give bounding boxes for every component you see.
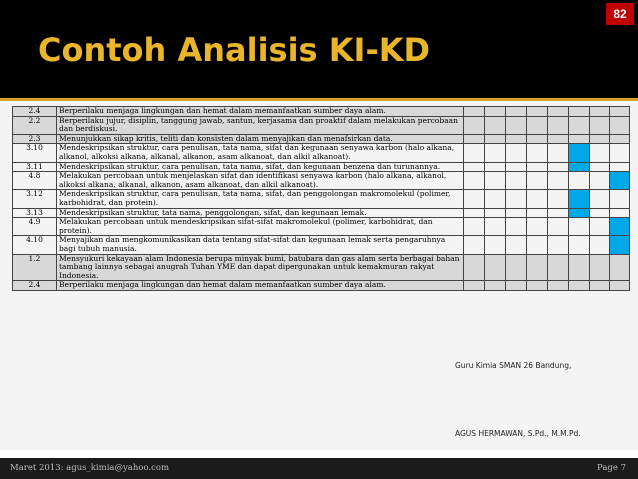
analysis-cell: [610, 172, 630, 190]
analysis-cell: [569, 144, 590, 162]
analysis-cell: [527, 208, 548, 218]
analysis-cell: [506, 172, 527, 190]
analysis-cell: [506, 134, 527, 144]
kd-code: 3.13: [13, 208, 57, 218]
analysis-cell: [485, 107, 506, 117]
analysis-cell: [506, 254, 527, 281]
analysis-cell: [464, 218, 485, 236]
kd-description: Menyajikan dan mengkomunikasikan data tentang sifat-sifat dan kegunaan lemak serta pengaruhnya bagi tubuh manusia.: [57, 236, 464, 254]
analysis-cell: [590, 236, 610, 254]
analysis-cell: [464, 208, 485, 218]
kd-code: 4.8: [13, 172, 57, 190]
analysis-cell: [464, 254, 485, 281]
kd-description: Mendeskripsikan struktur, cara penulisan, tata nama, sifat, dan penggolongan makromolekul (polimer, karbohidrat, dan protein).: [57, 190, 464, 208]
analysis-cell: [610, 218, 630, 236]
kd-description: Menunjukkan sikap kritis, teliti dan konsisten dalam menyajikan dan menafsirkan data.: [57, 134, 464, 144]
kikd-row: [13, 134, 630, 144]
slide-number-badge: 82: [606, 3, 634, 25]
analysis-cell: [590, 172, 610, 190]
analysis-cell: [485, 236, 506, 254]
analysis-cell: [464, 190, 485, 208]
analysis-cell: [610, 144, 630, 162]
kikd-analysis-table: [12, 106, 630, 291]
analysis-cell: [569, 107, 590, 117]
analysis-cell: [506, 208, 527, 218]
analysis-cell: [548, 218, 569, 236]
analysis-cell: [464, 134, 485, 144]
analysis-cell: [527, 236, 548, 254]
analysis-cell: [569, 281, 590, 291]
kd-description: Berperilaku menjaga lingkungan dan hemat dalam memanfaatkan sumber daya alam.: [57, 107, 464, 117]
kd-description: Melakukan percobaan untuk menjelaskan sifat dan identifikasi senyawa karbon (halo alkana, alkanol, alkoksi alkana, alkanal, alkanon, asam alkanoat, dan alkil alkanoat).: [57, 172, 464, 190]
analysis-cell: [590, 218, 610, 236]
kikd-row: [13, 236, 630, 254]
analysis-cell: [485, 116, 506, 134]
slide-footer: [0, 458, 638, 479]
analysis-cell: [485, 208, 506, 218]
analysis-cell: [527, 218, 548, 236]
kd-description: Berperilaku menjaga lingkungan dan hemat dalam memanfaatkan sumber daya alam.: [57, 281, 464, 291]
kikd-row: [13, 107, 630, 117]
analysis-cell: [569, 236, 590, 254]
kd-description: Melakukan percobaan untuk mendeskripsikan sifat-sifat makromolekul (polimer, karbohidrat, dan protein).: [57, 218, 464, 236]
analysis-cell: [506, 190, 527, 208]
analysis-cell: [506, 236, 527, 254]
analysis-cell: [506, 144, 527, 162]
kikd-row: [13, 162, 630, 172]
analysis-cell: [610, 281, 630, 291]
analysis-cell: [548, 162, 569, 172]
analysis-cell: [527, 172, 548, 190]
analysis-cell: [610, 116, 630, 134]
analysis-cell: [464, 172, 485, 190]
analysis-cell: [569, 208, 590, 218]
signature-name: AGUS HERMAWAN, S.Pd., M.M.Pd.: [455, 429, 581, 438]
kd-code: 2.3: [13, 134, 57, 144]
analysis-cell: [464, 281, 485, 291]
analysis-cell: [590, 116, 610, 134]
analysis-cell: [569, 162, 590, 172]
kd-code: 3.10: [13, 144, 57, 162]
analysis-cell: [548, 144, 569, 162]
kikd-row: [13, 172, 630, 190]
analysis-cell: [569, 190, 590, 208]
kikd-row: [13, 208, 630, 218]
analysis-cell: [464, 144, 485, 162]
analysis-cell: [610, 190, 630, 208]
kd-description: Mensyukuri kekayaan alam Indonesia berupa minyak bumi, batubara dan gas alam serta berbagai bahan tambang lainnya sebagai anugrah Tuhan YME dan dapat dipergunakan untuk kemakmuran rakyat Indonesia.: [57, 254, 464, 281]
analysis-cell: [527, 190, 548, 208]
analysis-cell: [464, 236, 485, 254]
kd-description: Berperilaku jujur, disiplin, tanggung jawab, santun, kerjasama dan proaktif dalam melakukan percobaan dan berdiskusi.: [57, 116, 464, 134]
analysis-cell: [485, 190, 506, 208]
kd-code: 2.2: [13, 116, 57, 134]
analysis-cell: [464, 107, 485, 117]
analysis-cell: [610, 236, 630, 254]
analysis-cell: [548, 208, 569, 218]
analysis-cell: [548, 134, 569, 144]
kd-code: 4.9: [13, 218, 57, 236]
analysis-cell: [590, 254, 610, 281]
analysis-cell: [569, 116, 590, 134]
analysis-cell: [527, 144, 548, 162]
slide-title: Contoh Analisis KI-KD: [38, 31, 431, 69]
analysis-cell: [485, 254, 506, 281]
kikd-row: [13, 218, 630, 236]
kikd-row: [13, 116, 630, 134]
analysis-cell: [485, 134, 506, 144]
analysis-cell: [464, 116, 485, 134]
analysis-cell: [548, 281, 569, 291]
kd-code: 2.4: [13, 281, 57, 291]
kd-description: Mendeskripsikan struktur, cara penulisan, tata nama, sifat, dan kegunaan benzena dan turunannya.: [57, 162, 464, 172]
signature-school: Guru Kimia SMAN 26 Bandung,: [455, 361, 572, 370]
analysis-cell: [464, 162, 485, 172]
analysis-cell: [548, 254, 569, 281]
kd-code: 4.10: [13, 236, 57, 254]
kd-code: 3.11: [13, 162, 57, 172]
analysis-cell: [610, 107, 630, 117]
analysis-cell: [548, 107, 569, 117]
analysis-cell: [485, 144, 506, 162]
kikd-table-body: [13, 107, 630, 291]
analysis-cell: [527, 254, 548, 281]
analysis-cell: [506, 162, 527, 172]
analysis-cell: [527, 134, 548, 144]
kikd-row: [13, 190, 630, 208]
analysis-cell: [506, 116, 527, 134]
analysis-cell: [569, 218, 590, 236]
analysis-cell: [527, 107, 548, 117]
analysis-cell: [610, 254, 630, 281]
analysis-cell: [548, 172, 569, 190]
analysis-cell: [485, 218, 506, 236]
analysis-cell: [527, 162, 548, 172]
analysis-cell: [485, 172, 506, 190]
analysis-cell: [590, 134, 610, 144]
analysis-cell: [590, 190, 610, 208]
analysis-cell: [610, 162, 630, 172]
analysis-cell: [506, 218, 527, 236]
analysis-cell: [610, 134, 630, 144]
kd-description: Mendeskripsikan struktur, cara penulisan, tata nama, sifat dan kegunaan senyawa karbon (halo alkana, alkanol, alkoksi alkana, alkanal, alkanon, asam alkanoat, dan alkil alkanoat).: [57, 144, 464, 162]
analysis-cell: [590, 281, 610, 291]
analysis-cell: [590, 107, 610, 117]
analysis-cell: [485, 162, 506, 172]
analysis-cell: [506, 281, 527, 291]
kd-description: Mendeskripsikan struktur, tata nama, penggolongan, sifat, dan kegunaan lemak.: [57, 208, 464, 218]
analysis-cell: [590, 208, 610, 218]
analysis-cell: [590, 144, 610, 162]
kikd-row: [13, 281, 630, 291]
slide-header: [0, 0, 638, 98]
kikd-row: [13, 254, 630, 281]
analysis-cell: [548, 236, 569, 254]
kd-code: 2.4: [13, 107, 57, 117]
footer-contact: Maret 2013: agus_kimia@yahoo.com: [10, 463, 170, 473]
analysis-cell: [548, 190, 569, 208]
analysis-cell: [527, 281, 548, 291]
analysis-cell: [590, 162, 610, 172]
analysis-cell: [610, 208, 630, 218]
analysis-cell: [527, 116, 548, 134]
kd-code: 1.2: [13, 254, 57, 281]
analysis-cell: [569, 134, 590, 144]
footer-page-number: Page 7: [597, 463, 626, 473]
analysis-cell: [485, 281, 506, 291]
analysis-cell: [569, 254, 590, 281]
analysis-cell: [506, 107, 527, 117]
kd-code: 3.12: [13, 190, 57, 208]
analysis-cell: [569, 172, 590, 190]
kikd-row: [13, 144, 630, 162]
analysis-cell: [548, 116, 569, 134]
